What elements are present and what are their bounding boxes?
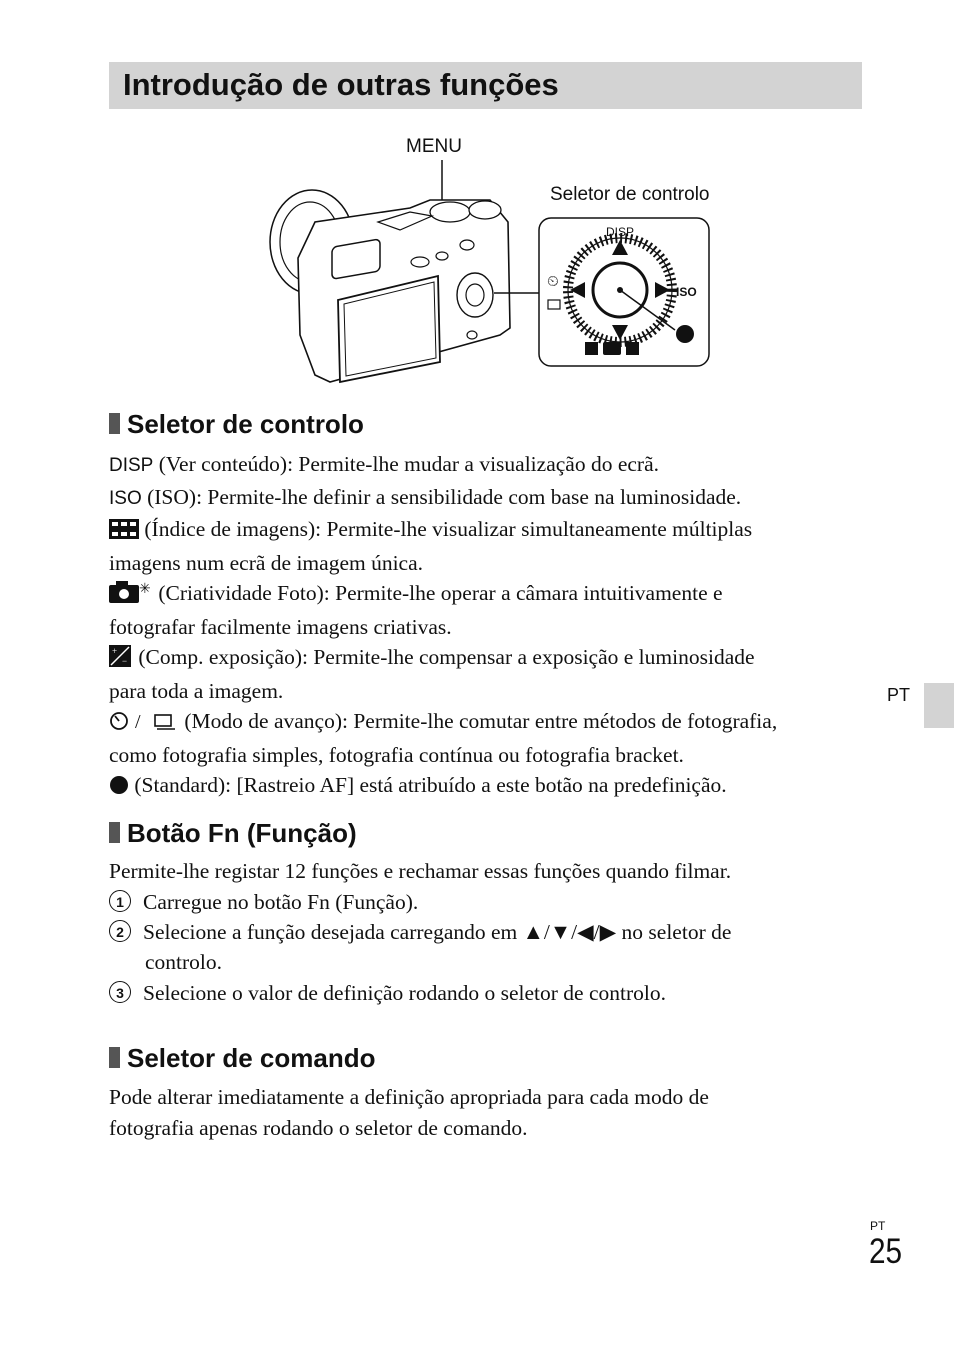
step-text: Selecione o valor de definição rodando o seletor de controlo. — [143, 981, 666, 1005]
camera-illustration — [260, 130, 760, 390]
step-3 — [109, 978, 666, 1009]
exposure-comp-icon — [109, 645, 133, 676]
creative-text-1: (Criatividade Foto): Permite-lhe operar a câmara intuitivamente e — [153, 581, 723, 605]
command-dial-line-2: fotografia apenas rodando o seletor de comando. — [109, 1115, 528, 1140]
exposure-text-2: para toda a imagem. — [109, 678, 284, 703]
drive-text-1: (Modo de avanço): Permite-lhe comutar entre métodos de fotografia, — [179, 709, 778, 733]
step-text: Selecione a função desejada carregando em ▲/▼/◀/▶ no seletor de — [143, 920, 732, 944]
drive-mode-icon — [109, 709, 179, 740]
step-text: Carregue no botão Fn (Função). — [143, 890, 419, 914]
selector-label: Seletor de controlo — [550, 184, 710, 205]
standard-button-icon — [109, 773, 129, 804]
index-text-2: imagens num ecrã de imagem única. — [109, 550, 424, 575]
step-number: 3 — [109, 981, 131, 1003]
section-heading-fn-button — [109, 818, 357, 849]
section-heading-command-dial — [109, 1043, 376, 1074]
svg-text:+: + — [112, 646, 118, 656]
exposure-text-1: (Comp. exposição): Permite-lhe compensar a exposição e luminosidade — [133, 645, 755, 669]
step-number: 1 — [109, 890, 131, 912]
dial-disp-label: DISP — [606, 225, 635, 239]
step-number: 2 — [109, 920, 131, 942]
creative-text-2: fotografar facilmente imagens criativas. — [109, 614, 452, 639]
disp-keyword: DISP — [109, 455, 154, 476]
footer-language: PT — [870, 1219, 886, 1233]
iso-keyword: ISO — [109, 487, 142, 509]
command-dial-description — [109, 1082, 859, 1143]
image-index-icon — [109, 517, 139, 548]
language-tab-label: PT — [887, 685, 911, 705]
section-heading-text: Seletor de comando — [127, 1043, 376, 1073]
step-1 — [109, 887, 418, 918]
menu-label: MENU — [406, 136, 462, 157]
section-heading-text: Botão Fn (Função) — [127, 818, 357, 848]
page-number: 25 — [869, 1232, 903, 1271]
control-wheel-description — [109, 449, 859, 804]
drive-text-2: como fotografia simples, fotografia contínua ou fotografia bracket. — [109, 742, 684, 767]
section-heading-text: Seletor de controlo — [127, 409, 364, 439]
title-bar — [109, 62, 862, 109]
disp-text: (Ver conteúdo): Permite-lhe mudar a visualização do ecrã. — [153, 452, 659, 476]
standard-text: (Standard): [Rastreio AF] está atribuído a este botão na predefinição. — [129, 773, 727, 797]
svg-text:/: / — [135, 711, 141, 731]
dial-self-timer-icon: ⏲ — [547, 274, 559, 290]
photo-creativity-icon — [109, 579, 153, 612]
svg-text:✳: ✳ — [139, 582, 151, 597]
dial-iso-label: ISO — [676, 285, 697, 299]
step-2-continued: controlo. — [145, 950, 223, 974]
step-2 — [109, 917, 731, 948]
page-title: Introdução de outras funções — [123, 67, 559, 102]
iso-text: (ISO): Permite-lhe definir a sensibilidade com base na luminosidade. — [141, 484, 742, 509]
command-dial-line-1: Pode alterar imediatamente a definição apropriada para cada modo de — [109, 1085, 709, 1109]
index-text-1: (Índice de imagens): Permite-lhe visualizar simultaneamente múltiplas — [139, 517, 753, 541]
fn-intro: Permite-lhe registar 12 funções e rechamar essas funções quando filmar. — [109, 859, 732, 883]
svg-text:−: − — [122, 656, 128, 666]
language-tab — [924, 683, 954, 728]
section-heading-control-wheel — [109, 409, 364, 440]
